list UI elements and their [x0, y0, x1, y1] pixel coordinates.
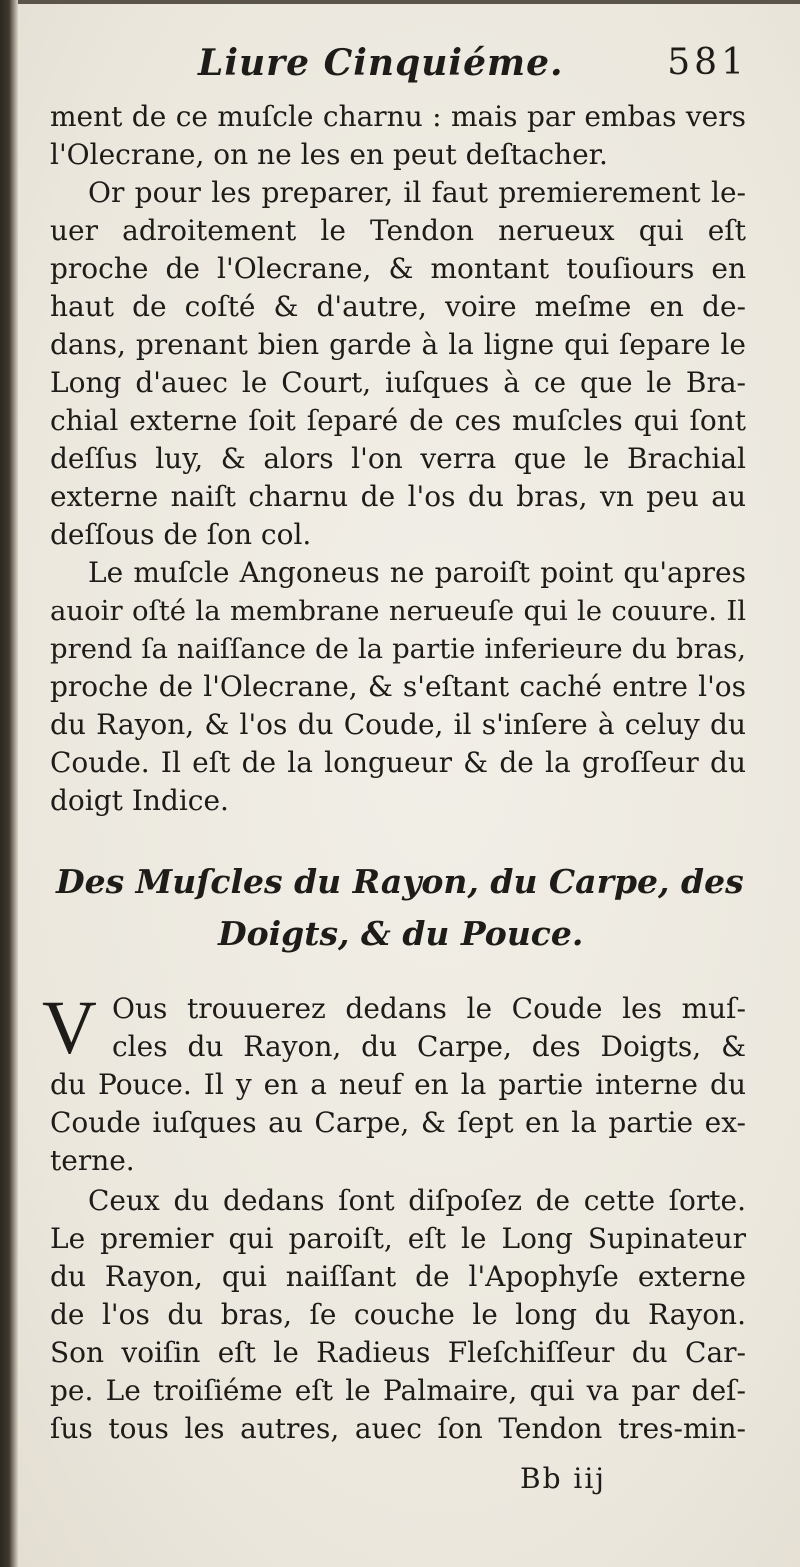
text-line: cles du Rayon, du Carpe, des Doigts, & [112, 1030, 746, 1063]
running-title: Liure Cinquiéme. [198, 42, 564, 84]
text-line: pe. Le troiſiéme eſt le Palmaire, qui va par deſ- [50, 1374, 746, 1407]
text-line: terne. [50, 1144, 135, 1177]
text-line: prend ſa naiſſance de la partie inferieure du bras, [50, 633, 746, 665]
text-line: l'Olecrane, on ne les en peut deſtacher. [50, 138, 608, 171]
text-line: du Rayon, qui naiſſant de l'Apophyſe externe [50, 1260, 746, 1293]
text-line: Le muſcle Angoneus ne paroiſt point qu'apres [88, 556, 746, 589]
text-line: Le premier qui paroiſt, eſt le Long Supinateur [50, 1222, 746, 1255]
page-top-edge [18, 0, 800, 4]
text-line: haut de coſté & d'autre, voire meſme en de- [50, 290, 746, 323]
text-line: Ceux du dedans ſont diſpoſez de cette ſorte. [88, 1184, 746, 1217]
text-line: Or pour les preparer, il faut premierement le- [88, 176, 746, 209]
section-heading-line-2: Doigts, & du Pouce. [218, 914, 584, 953]
text-line: Coude iuſques au Carpe, & ſept en la partie ex- [50, 1106, 746, 1139]
text-line: deſſous de ſon col. [50, 518, 312, 551]
text-line: ment de ce muſcle charnu : mais par embas vers [50, 100, 746, 133]
text-line: deſſus luy, & alors l'on verra que le Brachial [50, 442, 746, 475]
book-gutter [0, 0, 18, 1567]
text-line: Long d'auec le Court, iuſques à ce que le Bra- [50, 366, 746, 399]
text-line: proche de l'Olecrane, & montant touſiours en [50, 252, 746, 285]
text-line: Coude. Il eſt de la longueur & de la groſſeur du [50, 746, 746, 779]
page-number: 581 [667, 42, 748, 83]
signature-mark: Bb iij [520, 1462, 606, 1495]
text-line: doigt Indice. [50, 784, 229, 817]
text-line: Ous trouuerez dedans le Coude les muſ- [112, 992, 746, 1025]
text-line: du Rayon, & l'os du Coude, il s'inſere à celuy du [50, 708, 746, 741]
text-line: auoir oſté la membrane nerueuſe qui le couure. Il [50, 595, 746, 627]
text-line: uer adroitement le Tendon nerueux qui eſt [50, 214, 746, 247]
text-line: externe naiſt charnu de l'os du bras, vn peu au [50, 480, 746, 513]
text-line: ſus tous les autres, auec ſon Tendon tres-min- [50, 1412, 746, 1445]
text-line: chial externe ſoit ſeparé de ces muſcles qui ſont [50, 404, 746, 437]
text-line: du Pouce. Il y en a neuf en la partie interne du [50, 1068, 746, 1101]
drop-cap: V [42, 986, 97, 1070]
text-line: Son voiſin eſt le Radieus Fleſchiſſeur du Car- [50, 1336, 746, 1369]
text-line: dans, prenant bien garde à la ligne qui ſepare le [50, 328, 746, 361]
text-line: proche de l'Olecrane, & s'eſtant caché entre l'os [50, 670, 746, 703]
text-line: de l'os du bras, ſe couche le long du Rayon. [50, 1298, 746, 1331]
page-header [0, 42, 800, 92]
section-heading-line-1: Des Muſcles du Rayon, du Carpe, des [56, 862, 744, 901]
